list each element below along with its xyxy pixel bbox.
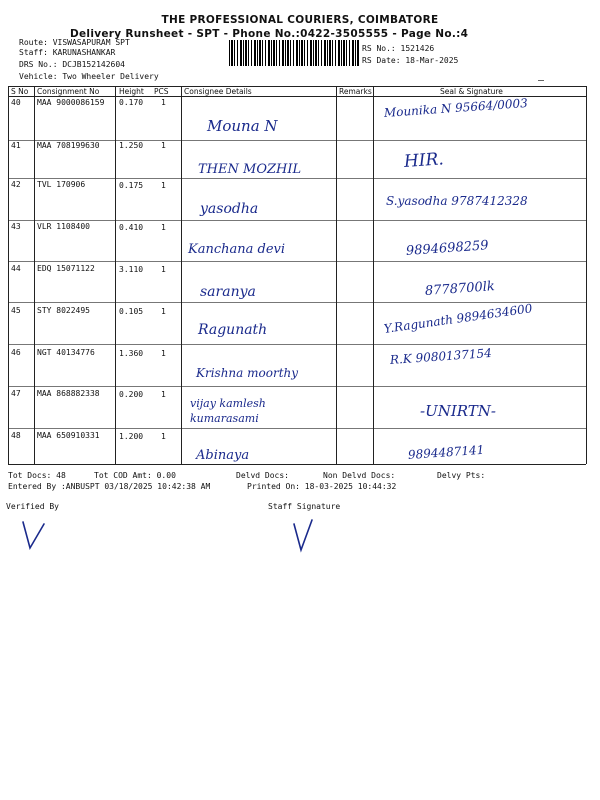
col-border bbox=[336, 86, 337, 464]
row-divider bbox=[8, 428, 586, 429]
drs-label: DRS No.: DCJB152142604 bbox=[19, 60, 125, 69]
row-height: 1.360 bbox=[119, 349, 144, 358]
consignee-handwritten: Kanchana devi bbox=[188, 242, 286, 257]
row-sno: 41 bbox=[11, 141, 21, 150]
row-sno: 45 bbox=[11, 306, 21, 315]
barcode bbox=[229, 40, 359, 66]
table-bottom-border bbox=[8, 464, 586, 465]
total-docs: Tot Docs: 48 bbox=[8, 471, 66, 480]
col-header-seal: Seal & Signature bbox=[440, 87, 503, 96]
row-sno: 40 bbox=[11, 98, 21, 107]
col-border bbox=[181, 86, 182, 464]
signature-handwritten: 8778700lk bbox=[424, 279, 496, 299]
rs-number: RS No.: 1521426 bbox=[362, 44, 435, 53]
col-border bbox=[8, 86, 9, 464]
row-pcs: 1 bbox=[161, 432, 166, 441]
delivered-docs: Delvd Docs: bbox=[236, 471, 289, 480]
row-pcs: 1 bbox=[161, 98, 166, 107]
col-header-sno: S No bbox=[11, 87, 29, 96]
row-sno: 44 bbox=[11, 264, 21, 273]
runsheet-subtitle: Delivery Runsheet - SPT - Phone No.:0422-3505555 - Page No.:4 bbox=[70, 28, 469, 40]
consignee-handwritten: saranya bbox=[200, 284, 256, 300]
col-header-remarks: Remarks bbox=[339, 87, 372, 96]
row-sno: 43 bbox=[11, 222, 21, 231]
entered-by: Entered By :ANBUSPT 03/18/2025 10:42:38 AM bbox=[8, 482, 211, 491]
header-divider bbox=[8, 96, 586, 97]
row-sno: 48 bbox=[11, 431, 21, 440]
verified-by-label: Verified By bbox=[6, 502, 59, 511]
row-height: 1.200 bbox=[119, 432, 144, 441]
signature-handwritten: Mounika N 95664/0003 bbox=[383, 95, 529, 120]
signature-handwritten: -UNIRTN- bbox=[420, 402, 496, 420]
row-pcs: 1 bbox=[161, 181, 166, 190]
col-border bbox=[115, 86, 116, 464]
col-header-consignee: Consignee Details bbox=[184, 87, 252, 96]
row-consignment: EDQ 15071122 bbox=[37, 264, 95, 273]
row-consignment: NGT 40134776 bbox=[37, 348, 95, 357]
row-pcs: 1 bbox=[161, 265, 166, 274]
col-header-pcs: PCS bbox=[154, 87, 169, 96]
row-height: 3.110 bbox=[119, 265, 144, 274]
vehicle-label: Vehicle: Two Wheeler Delivery bbox=[19, 72, 159, 81]
row-consignment: MAA 868882338 bbox=[37, 389, 100, 398]
rs-date: RS Date: 18-Mar-2025 bbox=[362, 56, 459, 65]
total-cod-amount: Tot COD Amt: 0.00 bbox=[94, 471, 176, 480]
staff-label: Staff: KARUNASHANKAR bbox=[19, 48, 116, 57]
consignee-handwritten: vijay kamlesh kumarasami bbox=[190, 397, 266, 425]
row-pcs: 1 bbox=[161, 349, 166, 358]
row-height: 0.200 bbox=[119, 390, 144, 399]
consignee-handwritten: yasodha bbox=[200, 201, 259, 217]
consignee-handwritten: Abinaya bbox=[196, 448, 250, 463]
signature-handwritten: R.K 9080137154 bbox=[389, 345, 493, 367]
row-consignment: MAA 708199630 bbox=[37, 141, 100, 150]
non-delivered-docs: Non Delvd Docs: bbox=[323, 471, 396, 480]
row-height: 0.175 bbox=[119, 181, 144, 190]
row-divider bbox=[8, 261, 586, 262]
staff-signature-label: Staff Signature bbox=[268, 502, 341, 511]
col-border bbox=[373, 86, 374, 464]
delivery-points: Delvy Pts: bbox=[437, 471, 486, 480]
signature-handwritten: 9894487141 bbox=[407, 442, 485, 462]
row-consignment: MAA 9000086159 bbox=[37, 98, 105, 107]
signature-handwritten: HIR. bbox=[403, 149, 445, 172]
row-pcs: 1 bbox=[161, 223, 166, 232]
col-border bbox=[34, 86, 35, 464]
row-pcs: 1 bbox=[161, 390, 166, 399]
row-pcs: 1 bbox=[161, 307, 166, 316]
signature-handwritten: S.yasodha 9787412328 bbox=[386, 194, 528, 208]
col-border bbox=[586, 86, 587, 464]
row-height: 0.410 bbox=[119, 223, 144, 232]
printed-on: Printed On: 18-03-2025 10:44:32 bbox=[247, 482, 397, 491]
col-header-height: Height bbox=[119, 87, 144, 96]
row-height: 1.250 bbox=[119, 141, 144, 150]
row-divider bbox=[8, 302, 586, 303]
consignee-handwritten: THEN MOZHIL bbox=[198, 162, 302, 177]
row-divider bbox=[8, 220, 586, 221]
row-consignment: VLR 1108400 bbox=[37, 222, 90, 231]
row-height: 0.105 bbox=[119, 307, 144, 316]
row-divider bbox=[8, 386, 586, 387]
company-title: THE PROFESSIONAL COURIERS, COIMBATORE bbox=[161, 14, 439, 26]
consignee-handwritten: Ragunath bbox=[198, 322, 268, 338]
row-sno: 42 bbox=[11, 180, 21, 189]
route-label: Route: VISWASAPURAM SPT bbox=[19, 38, 130, 47]
row-consignment: STY 8022495 bbox=[37, 306, 90, 315]
col-header-consignment: Consignment No bbox=[37, 87, 100, 96]
row-height: 0.170 bbox=[119, 98, 144, 107]
consignee-handwritten: Mouna N bbox=[207, 117, 278, 135]
row-sno: 46 bbox=[11, 348, 21, 357]
row-consignment: MAA 650910331 bbox=[37, 431, 100, 440]
verified-tick-mark bbox=[20, 518, 50, 552]
margin-mark bbox=[538, 80, 544, 81]
staff-tick-mark bbox=[290, 516, 320, 554]
row-sno: 47 bbox=[11, 389, 21, 398]
row-pcs: 1 bbox=[161, 141, 166, 150]
row-consignment: TVL 170906 bbox=[37, 180, 86, 189]
signature-handwritten: Y.Ragunath 9894634600 bbox=[383, 301, 534, 336]
signature-handwritten: 9894698259 bbox=[405, 238, 490, 259]
consignee-handwritten: Krishna moorthy bbox=[196, 366, 299, 380]
row-divider bbox=[8, 178, 586, 179]
